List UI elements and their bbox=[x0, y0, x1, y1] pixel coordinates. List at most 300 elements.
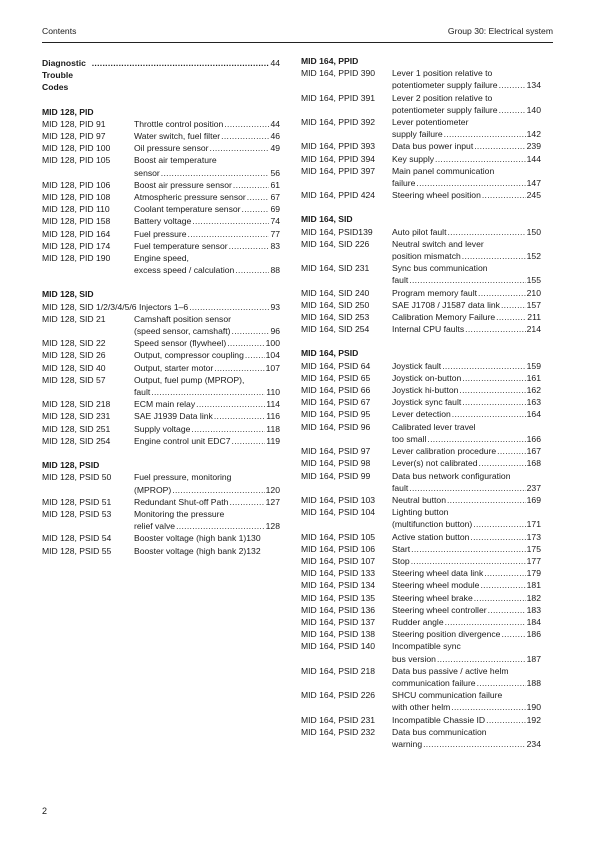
toc-entry[interactable] bbox=[42, 240, 280, 252]
entry-description bbox=[392, 226, 541, 238]
toc-entry[interactable] bbox=[301, 323, 541, 335]
entry-description bbox=[392, 165, 541, 189]
toc-entry[interactable] bbox=[42, 471, 280, 495]
toc-entry[interactable] bbox=[42, 423, 280, 435]
dot-leader bbox=[470, 531, 525, 543]
description-text: Data bus passive / active helm bbox=[392, 665, 509, 676]
description-text: Engine control unit EDC7 bbox=[134, 435, 231, 446]
description-line bbox=[392, 360, 541, 372]
description-text: fault bbox=[392, 275, 409, 286]
entry-code: MID 128, PSID 53 bbox=[42, 508, 112, 519]
entry-code: MID 128, PSID 54 bbox=[42, 533, 112, 544]
dot-leader bbox=[473, 518, 525, 530]
entry-page: 116 bbox=[266, 411, 280, 422]
description-line bbox=[392, 482, 541, 494]
dot-leader bbox=[224, 118, 269, 130]
description-line bbox=[392, 372, 541, 384]
description-line bbox=[392, 140, 541, 152]
entry-description bbox=[392, 262, 541, 286]
entry-description bbox=[134, 313, 280, 337]
entry-description bbox=[392, 470, 541, 494]
description-text: Monitoring the pressure bbox=[134, 508, 225, 519]
toc-entry[interactable] bbox=[42, 301, 280, 313]
entry-code: MID 164, PSID 226 bbox=[301, 690, 376, 701]
description-text: fault bbox=[134, 387, 151, 398]
description-line bbox=[392, 506, 541, 518]
entry-page: 83 bbox=[270, 240, 280, 251]
toc-entry[interactable] bbox=[301, 384, 541, 396]
entry-page: 134 bbox=[526, 80, 541, 91]
description-line bbox=[134, 471, 280, 483]
description-text: excess speed / calculation bbox=[134, 265, 235, 276]
entry-page: 188 bbox=[526, 677, 541, 688]
toc-entry[interactable] bbox=[301, 714, 541, 726]
dot-leader bbox=[447, 226, 525, 238]
toc-entry[interactable] bbox=[301, 616, 541, 628]
entry-page: 118 bbox=[266, 423, 280, 434]
entry-page: 88 bbox=[270, 265, 280, 276]
entry-code: MID 164, PSID 67 bbox=[301, 397, 371, 408]
description-text: failure bbox=[392, 178, 416, 189]
entry-description bbox=[134, 118, 280, 130]
entry-code: MID 128, PID 97 bbox=[42, 131, 106, 142]
entry-description bbox=[392, 628, 541, 640]
dot-leader bbox=[479, 457, 526, 469]
entry-description bbox=[392, 457, 541, 469]
entry-code: MID 164, PSID 97 bbox=[301, 446, 371, 457]
description-text: Joystick on-button bbox=[392, 372, 462, 383]
description-line bbox=[134, 410, 280, 422]
description-text: Steering wheel controller bbox=[392, 604, 487, 615]
dot-leader bbox=[480, 579, 525, 591]
toc-entry[interactable] bbox=[301, 153, 541, 165]
entry-code: MID 164, PSID 107 bbox=[301, 555, 376, 566]
entry-code: MID 164, PSID 95 bbox=[301, 409, 371, 420]
description-line bbox=[392, 457, 541, 469]
dot-leader bbox=[416, 177, 525, 189]
entry-page: 74 bbox=[270, 216, 280, 227]
entry-description bbox=[392, 299, 541, 311]
description-text: Sync bus communication bbox=[392, 263, 488, 274]
dot-leader bbox=[447, 494, 526, 506]
entry-page: 164 bbox=[526, 409, 541, 420]
description-text: Water switch, fuel filter bbox=[134, 131, 221, 142]
dot-leader bbox=[176, 520, 265, 532]
toc-top-entry[interactable] bbox=[42, 57, 280, 94]
description-text: Neutral switch and lever bbox=[392, 238, 484, 249]
toc-entry[interactable] bbox=[301, 506, 541, 530]
toc-entry[interactable] bbox=[301, 531, 541, 543]
dot-leader bbox=[478, 287, 526, 299]
description-line bbox=[392, 153, 541, 165]
toc-entry[interactable] bbox=[301, 408, 541, 420]
entry-code: MID 128, PID 164 bbox=[42, 228, 111, 239]
toc-entry[interactable] bbox=[42, 410, 280, 422]
description-line bbox=[392, 79, 541, 91]
description-line bbox=[134, 264, 280, 276]
description-line bbox=[134, 154, 280, 166]
toc-entry[interactable] bbox=[42, 337, 280, 349]
toc-entry[interactable] bbox=[301, 396, 541, 408]
toc-section-mid-128-sid bbox=[42, 288, 280, 447]
description-line bbox=[134, 362, 280, 374]
dot-leader bbox=[452, 408, 526, 420]
toc-entry[interactable] bbox=[42, 142, 280, 154]
toc-entry[interactable] bbox=[301, 299, 541, 311]
dot-leader bbox=[227, 337, 264, 349]
section-title: MID 164, SID bbox=[301, 214, 353, 225]
dot-leader bbox=[210, 142, 270, 154]
toc-entry[interactable] bbox=[301, 604, 541, 616]
entry-page: 49 bbox=[270, 143, 280, 154]
entry-code: MID 164, PSID 106 bbox=[301, 543, 376, 554]
entry-code: MID 128, SID 254 bbox=[42, 435, 111, 446]
toc-entry[interactable] bbox=[42, 191, 280, 203]
description-line bbox=[392, 543, 541, 555]
dot-leader bbox=[499, 104, 526, 116]
description-text: Fuel temperature sensor bbox=[134, 240, 228, 251]
toc-top-page: 44 bbox=[270, 58, 280, 68]
description-text: Boost air pressure sensor bbox=[134, 179, 232, 190]
dot-leader bbox=[409, 274, 525, 286]
entry-code: MID 128, SID 218 bbox=[42, 399, 111, 410]
description-line bbox=[392, 396, 541, 408]
entry-description bbox=[134, 471, 280, 495]
right-sections bbox=[301, 55, 541, 750]
entry-page: 142 bbox=[526, 129, 541, 140]
dot-leader bbox=[189, 301, 269, 313]
description-text: position mismatch bbox=[392, 251, 461, 262]
entry-page: 183 bbox=[526, 604, 541, 615]
entry-code: MID 128, PID 105 bbox=[42, 155, 111, 166]
entry-code: MID 128, SID 26 bbox=[42, 350, 106, 361]
toc-entry[interactable] bbox=[42, 545, 280, 557]
toc-entry[interactable] bbox=[301, 189, 541, 201]
page-header bbox=[42, 26, 553, 36]
entry-description bbox=[134, 191, 280, 203]
description-text: Joystick fault bbox=[392, 360, 442, 371]
description-line bbox=[392, 104, 541, 116]
entry-code: MID 164, PSID139 bbox=[301, 226, 373, 237]
toc-entry[interactable] bbox=[301, 238, 541, 262]
description-line bbox=[134, 532, 280, 544]
entry-description bbox=[392, 494, 541, 506]
entry-code: MID 128, PID 91 bbox=[42, 118, 106, 129]
toc-entry[interactable] bbox=[301, 421, 541, 445]
description-line bbox=[392, 689, 541, 701]
entry-description bbox=[134, 410, 280, 422]
description-text: Rudder angle bbox=[392, 616, 444, 627]
dot-leader bbox=[192, 215, 269, 227]
entry-page: 210 bbox=[526, 287, 541, 298]
toc-entry[interactable] bbox=[42, 313, 280, 337]
description-text: potentiometer supply failure bbox=[392, 80, 498, 91]
description-text: Lever 2 position relative to bbox=[392, 92, 493, 103]
toc-entry[interactable] bbox=[301, 445, 541, 457]
toc-entry[interactable] bbox=[301, 140, 541, 152]
description-line bbox=[392, 116, 541, 128]
description-line bbox=[392, 421, 541, 433]
entry-page: 77 bbox=[270, 228, 280, 239]
toc-entry[interactable] bbox=[301, 287, 541, 299]
description-line bbox=[392, 531, 541, 543]
entry-code: MID 164, PSID 232 bbox=[301, 726, 376, 737]
description-line bbox=[392, 567, 541, 579]
entry-description bbox=[392, 372, 541, 384]
dot-leader bbox=[435, 153, 526, 165]
toc-entry[interactable] bbox=[301, 665, 541, 689]
entry-page: 61 bbox=[270, 179, 280, 190]
description-text: fault bbox=[392, 482, 409, 493]
description-line bbox=[392, 274, 541, 286]
toc-entry[interactable] bbox=[301, 165, 541, 189]
section-title: MID 128, SID bbox=[42, 289, 94, 300]
dot-leader bbox=[232, 325, 270, 337]
toc-entry[interactable] bbox=[301, 579, 541, 591]
description-line bbox=[392, 299, 541, 311]
dot-leader bbox=[501, 628, 525, 640]
toc-entry[interactable] bbox=[42, 154, 280, 178]
entry-page: 93 bbox=[270, 301, 280, 312]
toc-entry[interactable] bbox=[301, 372, 541, 384]
entry-description bbox=[392, 616, 541, 628]
toc-entry[interactable] bbox=[301, 689, 541, 713]
entry-page: 144 bbox=[526, 153, 541, 164]
dot-leader bbox=[196, 398, 265, 410]
entry-page: 150 bbox=[526, 226, 541, 237]
toc-entry[interactable] bbox=[301, 92, 541, 116]
dot-leader bbox=[496, 311, 526, 323]
description-text: SHCU communication failure bbox=[392, 690, 503, 701]
toc-left-column bbox=[42, 55, 280, 557]
description-text: bus version bbox=[392, 653, 436, 664]
description-text: Fuel pressure bbox=[134, 228, 187, 239]
entry-code: MID 164, PSID 105 bbox=[301, 531, 376, 542]
dot-leader bbox=[477, 677, 526, 689]
description-line bbox=[134, 203, 280, 215]
entry-description bbox=[392, 116, 541, 140]
header-group-title: Group 30: Electrical system bbox=[447, 26, 553, 36]
toc-entry[interactable] bbox=[42, 496, 280, 508]
description-text: Joystick hi-button bbox=[392, 385, 459, 396]
entry-description bbox=[392, 323, 541, 335]
description-line bbox=[392, 433, 541, 445]
description-line bbox=[392, 653, 541, 665]
entry-code: MID 164, PSID 134 bbox=[301, 580, 376, 591]
toc-entry[interactable] bbox=[42, 508, 280, 532]
toc-entry[interactable] bbox=[301, 226, 541, 238]
entry-description bbox=[392, 408, 541, 420]
dot-leader bbox=[233, 179, 270, 191]
description-text: Key supply bbox=[392, 153, 435, 164]
description-line bbox=[392, 677, 541, 689]
entry-page: 211 bbox=[527, 312, 541, 323]
description-line bbox=[134, 167, 280, 179]
description-line bbox=[392, 165, 541, 177]
toc-entry[interactable] bbox=[301, 116, 541, 140]
toc-entry[interactable] bbox=[301, 567, 541, 579]
description-text: with other helm bbox=[392, 702, 451, 713]
description-line bbox=[392, 738, 541, 750]
description-line bbox=[134, 496, 280, 508]
entry-description bbox=[392, 67, 541, 91]
entry-description bbox=[134, 349, 280, 361]
toc-entry[interactable] bbox=[301, 457, 541, 469]
dot-leader bbox=[188, 228, 270, 240]
entry-code: MID 164, PSID 231 bbox=[301, 714, 376, 725]
toc-entry[interactable] bbox=[301, 262, 541, 286]
description-text: Output, starter motor bbox=[134, 362, 214, 373]
entry-code: MID 164, PSID 99 bbox=[301, 470, 371, 481]
entry-description bbox=[134, 142, 280, 154]
toc-entry[interactable] bbox=[42, 398, 280, 410]
dot-leader bbox=[444, 128, 526, 140]
description-text: Oil pressure sensor bbox=[134, 143, 209, 154]
description-text: Neutral button bbox=[392, 494, 446, 505]
entry-description bbox=[392, 153, 541, 165]
entry-code: MID 164, SID 253 bbox=[301, 312, 370, 323]
description-line bbox=[392, 470, 541, 482]
description-line bbox=[134, 508, 280, 520]
entry-description bbox=[134, 362, 280, 374]
entry-page: 166 bbox=[526, 433, 541, 444]
entry-code: MID 164, PSID 104 bbox=[301, 507, 376, 518]
entry-description bbox=[134, 508, 280, 532]
description-line bbox=[134, 520, 280, 532]
entry-page: 159 bbox=[526, 360, 541, 371]
entry-description bbox=[134, 398, 280, 410]
dot-leader bbox=[462, 396, 525, 408]
toc-entry[interactable] bbox=[301, 726, 541, 750]
entry-page: 245 bbox=[526, 190, 541, 201]
description-line bbox=[134, 130, 280, 142]
entry-description bbox=[134, 240, 280, 252]
description-text: Incompatible Chassie ID bbox=[392, 714, 486, 725]
toc-entry[interactable] bbox=[42, 532, 280, 544]
toc-entry[interactable] bbox=[42, 362, 280, 374]
toc-entry[interactable] bbox=[301, 67, 541, 91]
description-text: Calibration Memory Failure bbox=[392, 312, 496, 323]
dot-leader bbox=[247, 191, 270, 203]
toc-entry[interactable] bbox=[301, 555, 541, 567]
toc-entry[interactable] bbox=[42, 374, 280, 398]
toc-entry[interactable] bbox=[301, 640, 541, 664]
toc-entry[interactable] bbox=[301, 311, 541, 323]
dot-leader bbox=[474, 140, 525, 152]
description-text: Active station button bbox=[392, 531, 470, 542]
dot-leader bbox=[409, 482, 525, 494]
entry-page: 168 bbox=[526, 458, 541, 469]
description-line bbox=[134, 423, 280, 435]
entry-code: MID 128, SID 21 bbox=[42, 313, 106, 324]
dot-leader bbox=[191, 423, 265, 435]
entry-page: 179 bbox=[526, 568, 541, 579]
header-rule bbox=[42, 42, 553, 43]
toc-entry[interactable] bbox=[301, 494, 541, 506]
dot-leader bbox=[92, 57, 270, 94]
toc-entry[interactable] bbox=[301, 628, 541, 640]
entry-code: MID 164, PSID 103 bbox=[301, 494, 376, 505]
toc-section-mid-164-ppid bbox=[301, 55, 541, 201]
description-text: Data bus communication bbox=[392, 726, 487, 737]
entry-page: 239 bbox=[526, 141, 541, 152]
toc-entry[interactable] bbox=[42, 435, 280, 447]
entry-page: 190 bbox=[526, 702, 541, 713]
toc-entry[interactable] bbox=[301, 360, 541, 372]
entry-page: 132 bbox=[246, 545, 261, 556]
description-line bbox=[134, 191, 280, 203]
description-line bbox=[392, 555, 541, 567]
dot-leader bbox=[172, 484, 264, 496]
entry-code: MID 164, PSID 96 bbox=[301, 421, 371, 432]
description-text: Booster voltage (high bank 2) bbox=[134, 545, 247, 556]
entry-page: 177 bbox=[526, 555, 541, 566]
description-text: Boost air temperature bbox=[134, 155, 217, 166]
description-line bbox=[134, 252, 280, 264]
toc-entry[interactable] bbox=[42, 179, 280, 191]
description-line bbox=[392, 189, 541, 201]
entry-page: 167 bbox=[526, 446, 541, 457]
description-text: warning bbox=[392, 738, 423, 749]
description-line bbox=[134, 398, 280, 410]
toc-entry[interactable] bbox=[42, 228, 280, 240]
toc-entry[interactable] bbox=[301, 543, 541, 555]
entry-page: 114 bbox=[266, 399, 280, 410]
entry-page: 214 bbox=[526, 324, 541, 335]
description-text: Steering wheel module bbox=[392, 580, 480, 591]
description-line bbox=[134, 240, 280, 252]
description-line bbox=[392, 92, 541, 104]
toc-entry[interactable] bbox=[42, 203, 280, 215]
entry-page: 169 bbox=[526, 494, 541, 505]
entry-page: 127 bbox=[265, 496, 280, 507]
toc-entry[interactable] bbox=[42, 349, 280, 361]
description-line bbox=[392, 250, 541, 262]
entry-description bbox=[134, 435, 280, 447]
entry-description bbox=[392, 531, 541, 543]
entry-code: MID 164, SID 240 bbox=[301, 287, 370, 298]
entry-code: MID 128, PID 110 bbox=[42, 204, 110, 215]
entry-description bbox=[392, 604, 541, 616]
toc-entry[interactable] bbox=[301, 470, 541, 494]
entry-page: 187 bbox=[526, 653, 541, 664]
toc-entry[interactable] bbox=[301, 592, 541, 604]
dot-leader bbox=[427, 433, 525, 445]
entry-description bbox=[134, 496, 280, 508]
entry-page: 104 bbox=[265, 350, 280, 361]
entry-description bbox=[392, 384, 541, 396]
toc-entry[interactable] bbox=[42, 252, 280, 276]
toc-entry[interactable] bbox=[42, 215, 280, 227]
entry-description bbox=[134, 215, 280, 227]
entry-page: 107 bbox=[265, 362, 280, 373]
description-text: sensor bbox=[134, 167, 160, 178]
entry-description bbox=[392, 640, 541, 664]
toc-entry[interactable] bbox=[42, 118, 280, 130]
description-line bbox=[134, 349, 280, 361]
description-text: relief valve bbox=[134, 521, 176, 532]
toc-entry[interactable] bbox=[42, 130, 280, 142]
entry-code: MID 164, PPID 390 bbox=[301, 68, 376, 79]
dot-leader bbox=[214, 362, 264, 374]
entry-description bbox=[392, 287, 541, 299]
entry-page: 163 bbox=[526, 397, 541, 408]
entry-description bbox=[134, 203, 280, 215]
entry-description bbox=[134, 374, 280, 398]
description-text: Lever calibration procedure bbox=[392, 446, 497, 457]
dot-leader bbox=[411, 555, 526, 567]
entry-page: 152 bbox=[526, 251, 541, 262]
